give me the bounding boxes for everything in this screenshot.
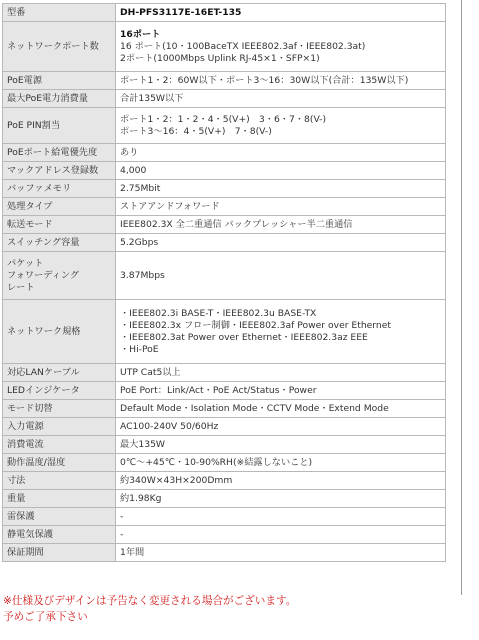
note-line: 予めご了承下さい — [3, 611, 88, 623]
spec-row — [3, 72, 446, 90]
spec-label: 処理タイプ — [3, 198, 116, 216]
spec-row — [3, 526, 446, 544]
spec-value-line: ポート1・2：60W以下・ポート3〜16：30W以下(合計：135W以下) — [120, 74, 409, 86]
spec-label: 対応LANケーブル — [3, 364, 116, 382]
spec-value — [116, 418, 446, 436]
spec-value-line: IEEE802.3X 全二重通信 バックプレッシャー半二重通信 — [120, 218, 353, 230]
spec-value-line: Default Mode・Isolation Mode・CCTV Mode・Extend Mode — [120, 402, 389, 414]
spec-value — [116, 252, 446, 300]
spec-row — [3, 300, 446, 364]
spec-value — [116, 22, 446, 72]
spec-row — [3, 22, 446, 72]
spec-label: 静電気保護 — [3, 526, 116, 544]
spec-value — [116, 144, 446, 162]
spec-row — [3, 216, 446, 234]
spec-label: PoE電源 — [3, 72, 116, 90]
spec-value — [116, 508, 446, 526]
spec-table — [2, 3, 446, 562]
spec-row — [3, 364, 446, 382]
spec-value — [116, 216, 446, 234]
note-line: ※仕様及びデザインは予告なく変更される場合がございます。 — [3, 595, 297, 607]
spec-row — [3, 472, 446, 490]
spec-value — [116, 90, 446, 108]
spec-label: モード切替 — [3, 400, 116, 418]
spec-value-line: 約340W×43H×200Dmm — [120, 474, 233, 486]
spec-value-line: ・IEEE802.3at Power over Ethernet・IEEE802.3az EEE — [120, 331, 368, 343]
disclaimer-note — [3, 593, 443, 625]
spec-value-line: ・IEEE802.3i BASE-T・IEEE802.3u BASE-TX — [120, 307, 317, 319]
spec-value — [116, 4, 446, 22]
spec-value-line: あり — [120, 146, 139, 158]
spec-row — [3, 180, 446, 198]
spec-label: LEDインジケータ — [3, 382, 116, 400]
spec-value-line: - — [120, 528, 124, 540]
spec-value-line: 2.75Mbit — [120, 182, 161, 194]
spec-label: 雷保護 — [3, 508, 116, 526]
spec-value — [116, 108, 446, 144]
spec-value — [116, 454, 446, 472]
spec-label: 保証期間 — [3, 544, 116, 562]
spec-value-line: 約1.98Kg — [120, 492, 162, 504]
spec-label: 寸法 — [3, 472, 116, 490]
spec-value — [116, 300, 446, 364]
spec-value — [116, 198, 446, 216]
spec-row — [3, 198, 446, 216]
spec-value-line: 16ポート — [120, 28, 161, 40]
spec-label: マックアドレス登録数 — [3, 162, 116, 180]
spec-value-line: 5.2Gbps — [120, 236, 159, 248]
spec-value-line: 1年間 — [120, 546, 145, 558]
spec-row — [3, 162, 446, 180]
spec-value — [116, 364, 446, 382]
spec-label: 最大PoE電力消費量 — [3, 90, 116, 108]
spec-row — [3, 436, 446, 454]
spec-value — [116, 400, 446, 418]
spec-row — [3, 252, 446, 300]
spec-value-line: 4,000 — [120, 164, 147, 176]
spec-row — [3, 144, 446, 162]
spec-value — [116, 180, 446, 198]
spec-label: スイッチング容量 — [3, 234, 116, 252]
spec-value — [116, 72, 446, 90]
spec-row — [3, 454, 446, 472]
spec-row — [3, 234, 446, 252]
spec-value-line: PoE Port：Link/Act・PoE Act/Status・Power — [120, 384, 317, 396]
spec-label: パケット フォワーディング レート — [3, 252, 116, 300]
spec-value — [116, 526, 446, 544]
spec-value — [116, 162, 446, 180]
spec-value — [116, 544, 446, 562]
spec-value-line: ポート1・2：1・2・4・5(V+) 3・6・7・8(V-) — [120, 113, 327, 125]
spec-label: 転送モード — [3, 216, 116, 234]
spec-value — [116, 472, 446, 490]
spec-row — [3, 400, 446, 418]
spec-value-line: 2ポート(1000Mbps Uplink RJ-45×1・SFP×1) — [120, 52, 320, 64]
spec-label: 入力電源 — [3, 418, 116, 436]
spec-value-line: ・IEEE802.3x フロー制御・IEEE802.3af Power over Ethernet — [120, 319, 391, 331]
spec-row — [3, 382, 446, 400]
spec-value-line: AC100-240V 50/60Hz — [120, 420, 219, 432]
spec-row — [3, 108, 446, 144]
spec-label: 動作温度/湿度 — [3, 454, 116, 472]
page-divider — [461, 0, 462, 595]
spec-value-line: 0℃〜+45℃・10-90%RH(※結露しないこと) — [120, 456, 313, 468]
spec-value — [116, 382, 446, 400]
spec-label: 消費電流 — [3, 436, 116, 454]
spec-value-line: 最大135W — [120, 438, 165, 450]
spec-value — [116, 436, 446, 454]
spec-row — [3, 90, 446, 108]
spec-label: 型番 — [3, 4, 116, 22]
spec-value-line: ポート3〜16：4・5(V+) 7・8(V-) — [120, 125, 272, 137]
spec-row — [3, 4, 446, 22]
spec-label: 重量 — [3, 490, 116, 508]
spec-row — [3, 490, 446, 508]
spec-value-line: UTP Cat5以上 — [120, 366, 181, 378]
spec-label: PoE PIN割当 — [3, 108, 116, 144]
spec-value — [116, 490, 446, 508]
spec-label: ネットワーク規格 — [3, 300, 116, 364]
spec-label: ネットワークポート数 — [3, 22, 116, 72]
spec-value-line: 3.87Mbps — [120, 269, 165, 281]
spec-row — [3, 418, 446, 436]
spec-row — [3, 508, 446, 526]
spec-label: バッファメモリ — [3, 180, 116, 198]
spec-label: PoEポート給電優先度 — [3, 144, 116, 162]
spec-value — [116, 234, 446, 252]
spec-row — [3, 544, 446, 562]
spec-value-line: ストアアンドフォワード — [120, 200, 220, 212]
spec-value-line: 16 ポート(10・100BaceTX IEEE802.3af・IEEE802.3at) — [120, 40, 366, 52]
spec-value-line: - — [120, 510, 124, 522]
spec-value-line: ・Hi-PoE — [120, 343, 159, 355]
spec-value-line: 合計135W以下 — [120, 92, 184, 104]
spec-value-line: DH-PFS3117E-16ET-135 — [120, 6, 242, 18]
